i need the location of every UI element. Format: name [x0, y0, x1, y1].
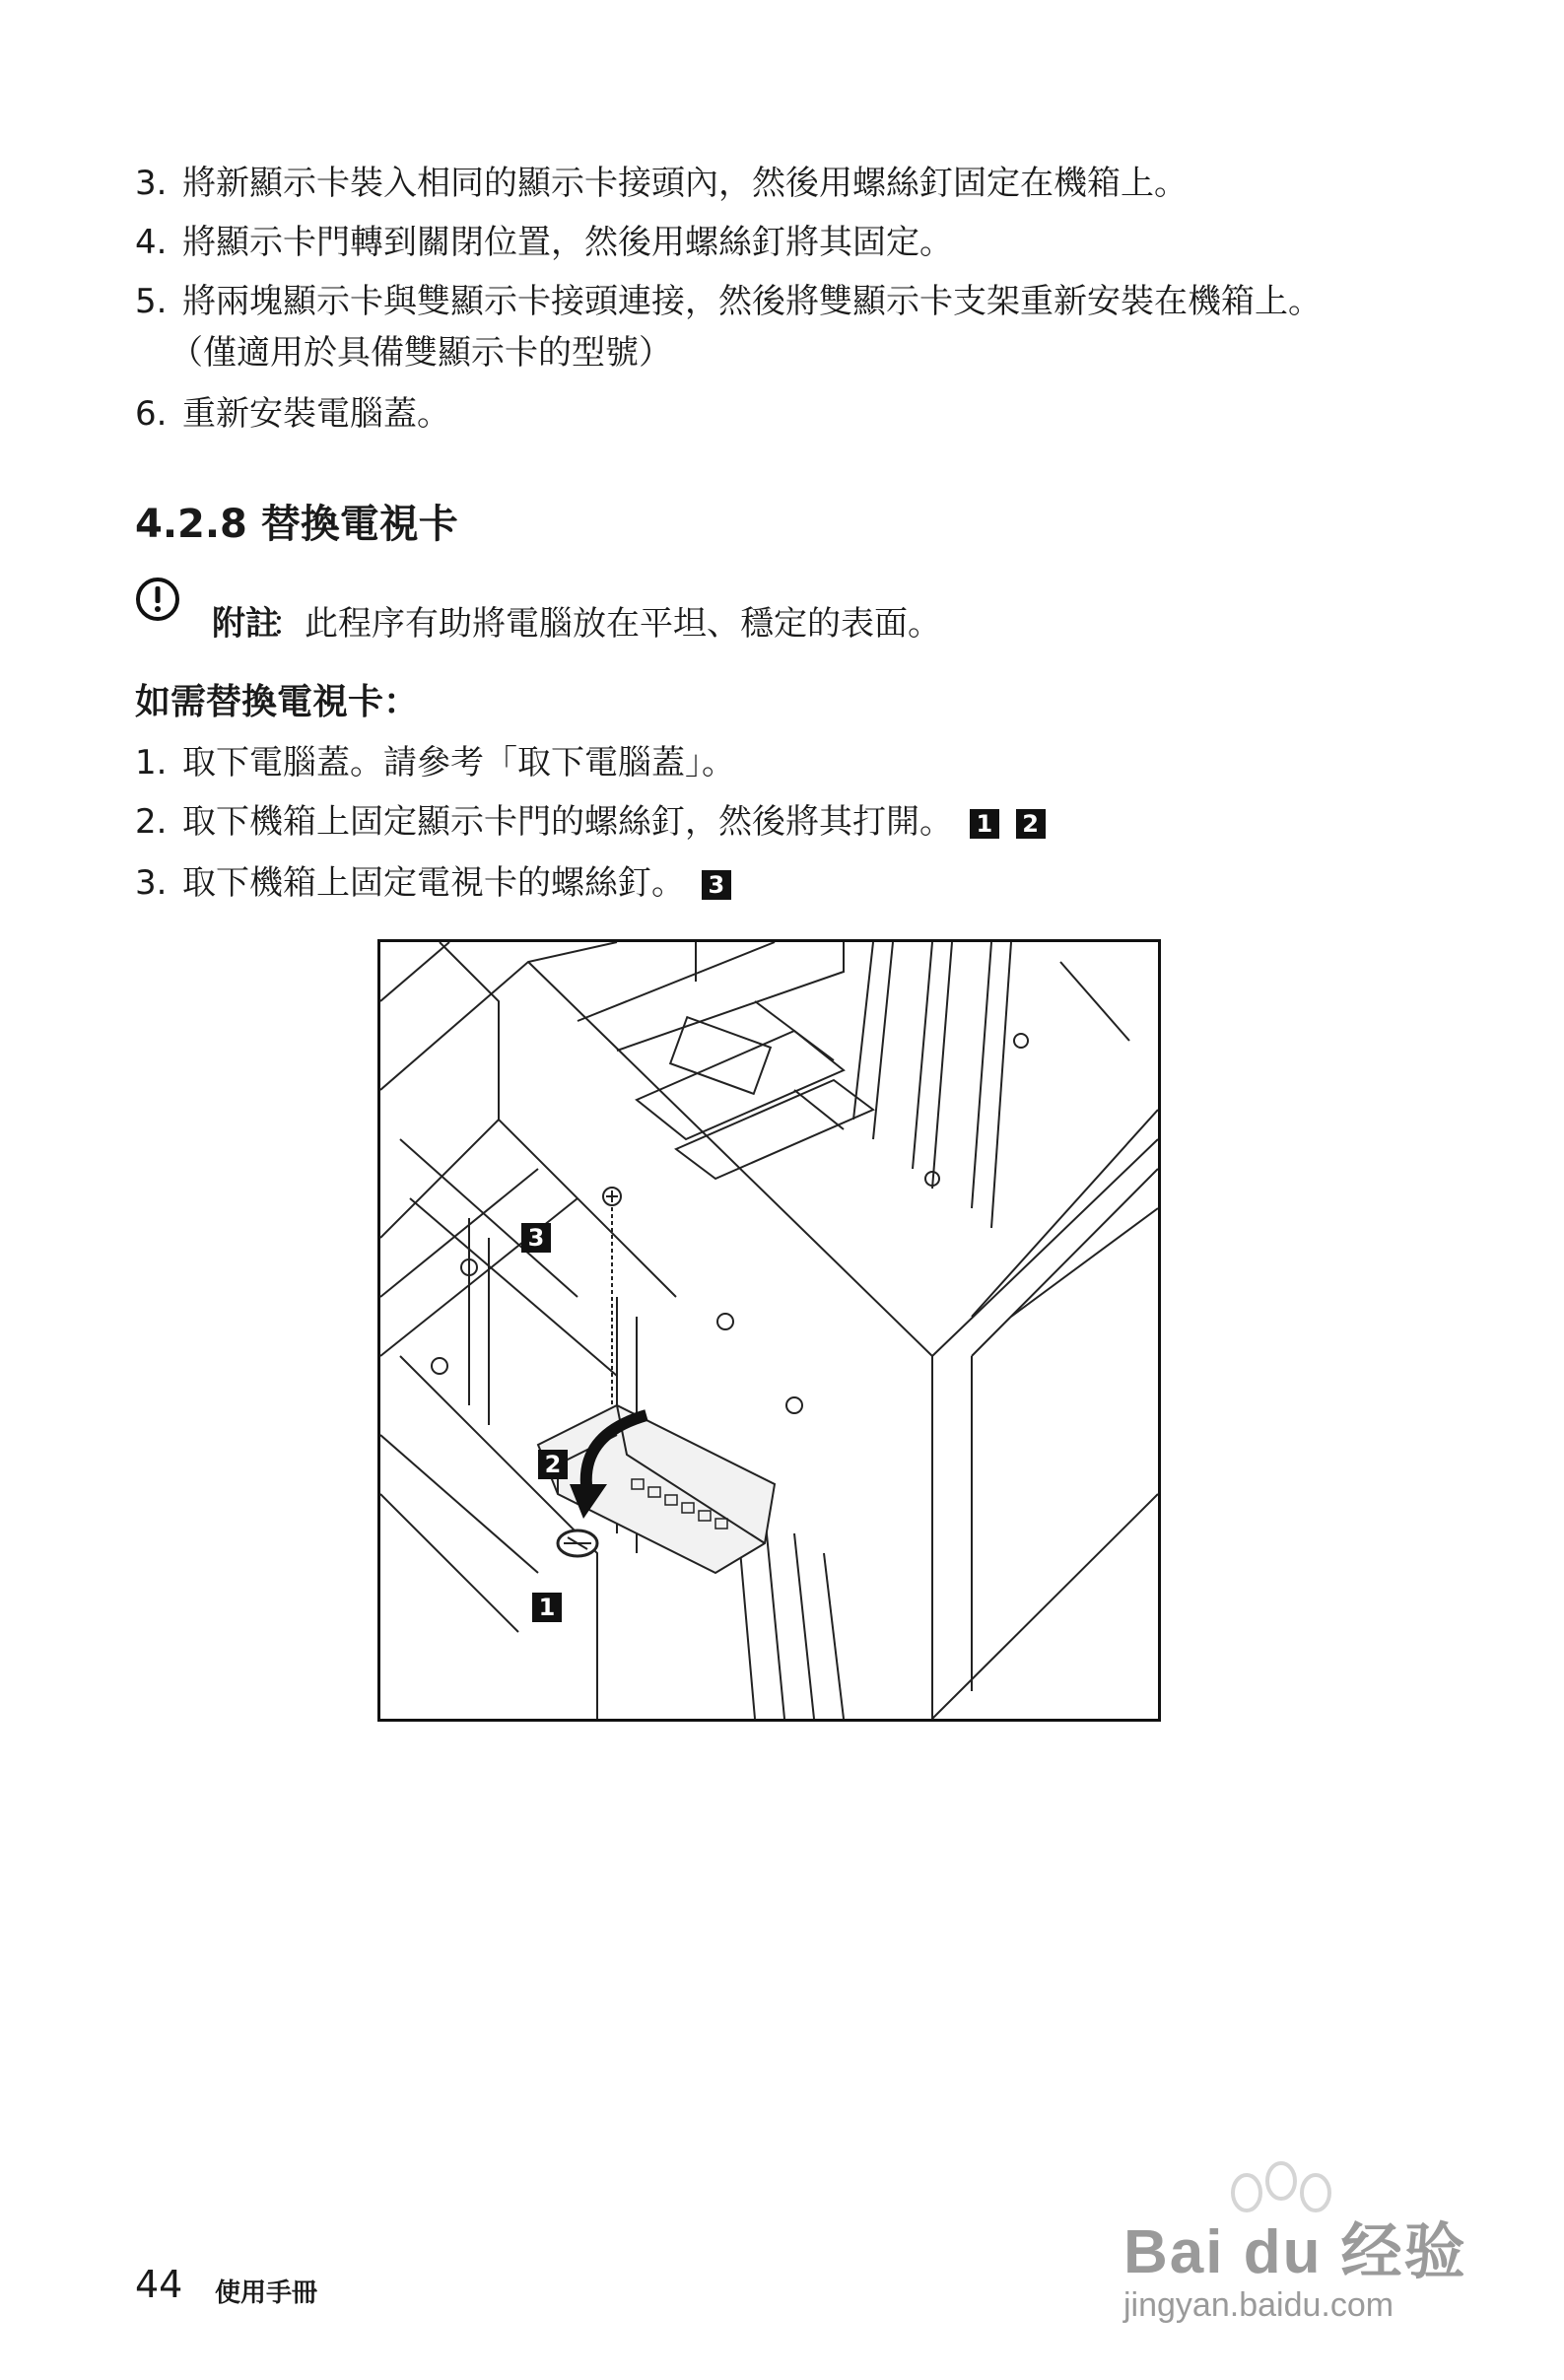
step-continuation-text: （僅適用於具備雙顯示卡的型號） — [170, 333, 672, 373]
step-text: 將新顯示卡裝入相同的顯示卡接頭內，然後用螺絲釘固定在機箱上。 — [182, 164, 1188, 203]
procedure-step-3 — [135, 861, 731, 905]
step-text: 重新安裝電腦蓋。 — [182, 394, 450, 434]
callout-badge: 1 — [970, 809, 999, 839]
step-text: 取下機箱上固定電視卡的螺絲釘。 — [182, 863, 685, 903]
callout-badge: 2 — [1016, 809, 1046, 839]
note-label: 附註 — [212, 604, 279, 644]
procedure-step-1 — [135, 741, 735, 784]
step-text: 將兩塊顯示卡與雙顯示卡接頭連接，然後將雙顯示卡支架重新安裝在機箱上。 — [182, 282, 1322, 321]
tv-card-illustration — [377, 939, 1161, 1722]
callout-badge: 3 — [702, 870, 731, 900]
page-number: 44 — [135, 2263, 183, 2306]
section-heading: 4.2.8 替換電視卡 — [135, 502, 458, 547]
step-text: 取下機箱上固定顯示卡門的螺絲釘，然後將其打開。 — [182, 802, 953, 842]
note-text: ：此程序有助將電腦放在平坦、穩定的表面。 — [271, 604, 941, 644]
watermark-url: jingyan.baidu.com — [1123, 2286, 1394, 2324]
exclamation-icon — [135, 577, 180, 622]
step-number: 1. — [135, 743, 168, 782]
procedure-step-2 — [135, 800, 1046, 844]
watermark-logo-text: Bai du 经验 — [1123, 2218, 1467, 2286]
procedure-subheading: 如需替換電視卡： — [135, 682, 420, 722]
step-number: 3. — [135, 164, 168, 203]
step-top-3 — [135, 162, 1188, 205]
step-top-5 — [135, 280, 1322, 323]
chassis-line-drawing — [380, 942, 1158, 1719]
step-top-4 — [135, 221, 953, 264]
callout-1: 1 — [532, 1593, 562, 1622]
footer-title: 使用手冊 — [215, 2278, 318, 2308]
step-number: 6. — [135, 394, 168, 434]
step-number: 5. — [135, 282, 168, 321]
step-number: 2. — [135, 802, 168, 842]
step-number: 3. — [135, 863, 168, 903]
step-top-6 — [135, 392, 450, 436]
step-top-5-continuation — [170, 331, 672, 374]
callout-3: 3 — [521, 1223, 551, 1253]
step-text: 將顯示卡門轉到關閉位置，然後用螺絲釘將其固定。 — [182, 223, 953, 262]
step-text: 取下電腦蓋。請參考「取下電腦蓋」。 — [182, 743, 735, 782]
step-number: 4. — [135, 223, 168, 262]
callout-2: 2 — [538, 1450, 568, 1479]
